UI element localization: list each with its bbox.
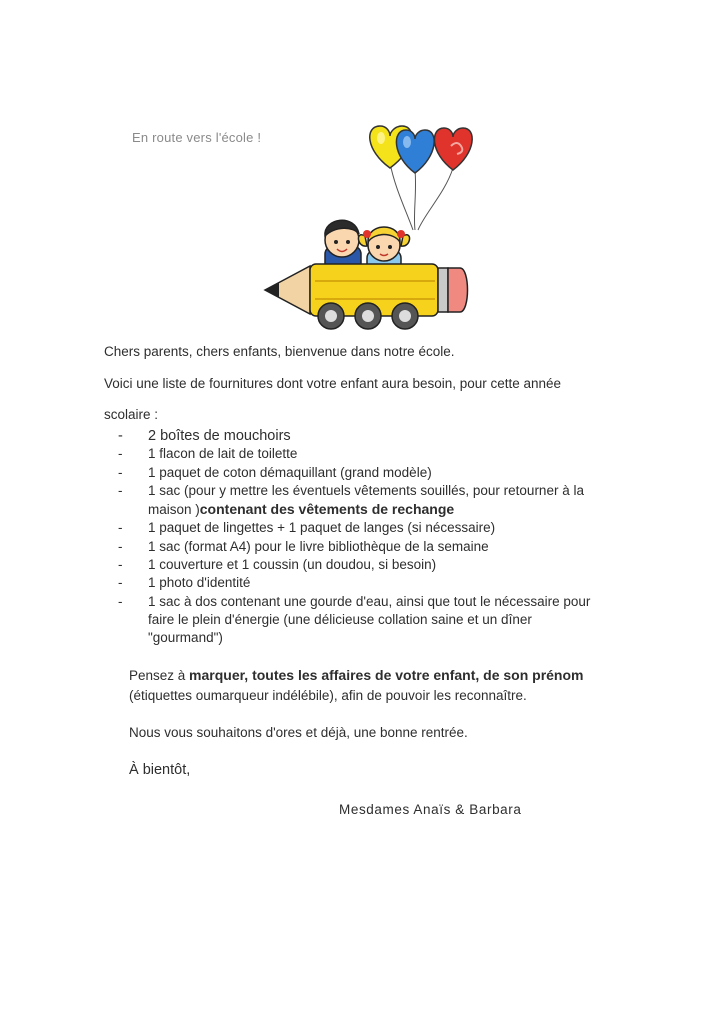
intro-line-1: Voici une liste de fournitures dont votre enfant aura besoin, pour cette année — [104, 376, 562, 391]
red-balloon-icon — [434, 128, 472, 170]
list-item: - 1 sac (format A4) pour le livre bibliothèque de la semaine — [118, 538, 489, 554]
car-wheels — [318, 303, 418, 329]
supplies-list — [118, 427, 598, 648]
list-item: - 1 paquet de coton démaquillant (grand modèle) — [118, 464, 432, 480]
pencil-car-illustration — [255, 118, 495, 338]
list-item-emphasis: contenant des vêtements de rechange — [199, 501, 455, 518]
list-item: - 1 sac à dos contenant une gourde d'eau, ainsi que tout le nécessaire pour faire le plein d'énergie (une délicieuse collation saine et un dîner "gourmand") — [118, 593, 591, 646]
list-item: - 2 boîtes de mouchoirs — [118, 428, 291, 444]
list-item: - 1 flacon de lait de toilette — [118, 446, 298, 462]
list-item: - 1 photo d'identité — [118, 575, 251, 591]
labeling-reminder-emphasis: marquer, toutes les affaires de votre enfant, de son prénom — [189, 667, 584, 683]
signature: Mesdames Anaïs & Barbara — [339, 802, 522, 817]
list-item: - 1 couverture et 1 coussin (un doudou, si besoin) — [118, 557, 437, 573]
wish-paragraph: Nous vous souhaitons d'ores et déjà, une bonne rentrée. — [129, 725, 468, 740]
list-item: - 1 paquet de lingettes + 1 paquet de langes (si nécessaire) — [118, 520, 496, 536]
list-item: - 1 sac (pour y mettre les éventuels vêtements souillés, pour retourner à la maison )contenant des vêtements de rechange — [118, 482, 584, 518]
balloon-strings — [390, 163, 453, 230]
greeting-paragraph: Chers parents, chers enfants, bienvenue dans notre école. — [104, 344, 455, 359]
page-heading: En route vers l'école ! — [132, 130, 262, 145]
labeling-reminder: Pensez à marquer, toutes les affaires de votre enfant, de son prénom (étiquettes oumarqueur indélébile), afin de pouvoir les reconnaître. — [129, 667, 584, 703]
intro-line-2: scolaire : — [104, 407, 159, 422]
farewell: À bientôt, — [129, 762, 191, 778]
blue-balloon-icon — [396, 130, 434, 173]
